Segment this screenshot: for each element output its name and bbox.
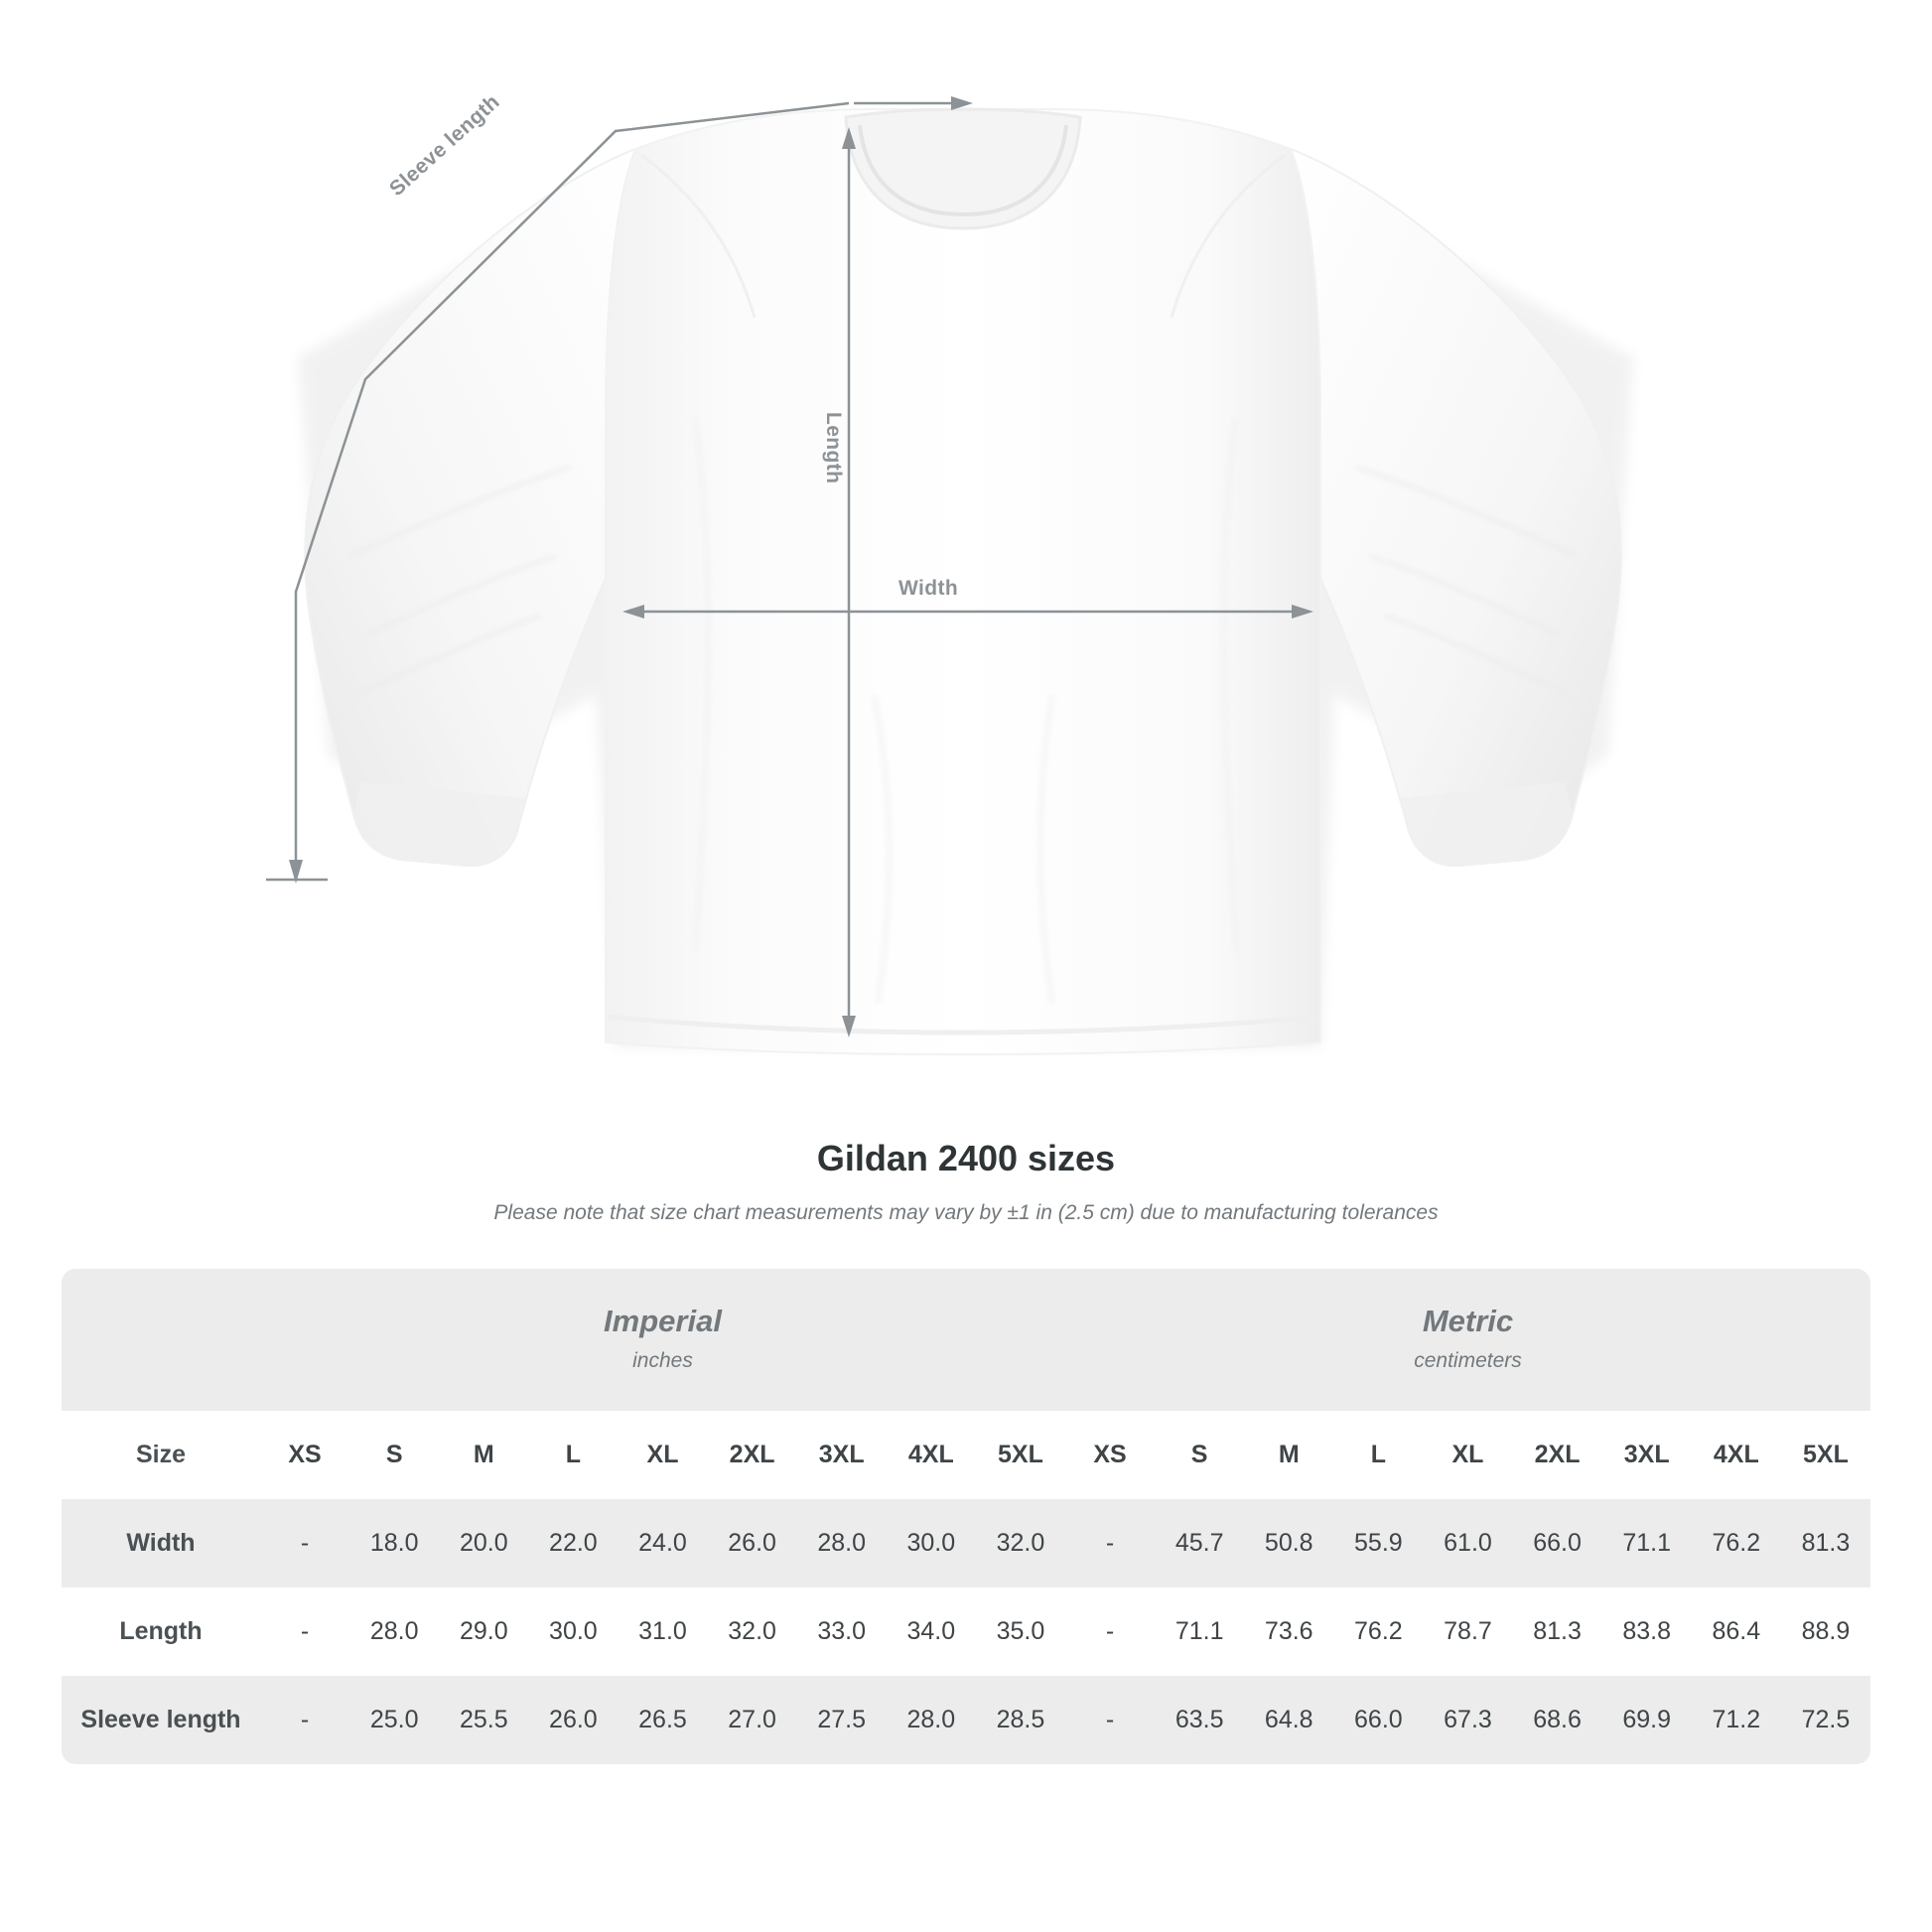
sleeve-l-cm: 66.0 bbox=[1333, 1676, 1423, 1764]
width-xs-in: - bbox=[260, 1499, 349, 1587]
header-size-15: 3XL bbox=[1602, 1411, 1692, 1499]
sleeve-xl-in: 26.5 bbox=[618, 1676, 707, 1764]
width-4xl-cm: 76.2 bbox=[1692, 1499, 1781, 1587]
table-row-sleeve-length bbox=[62, 1676, 1870, 1764]
sleeve-l-in: 26.0 bbox=[528, 1676, 618, 1764]
length-l-in: 30.0 bbox=[528, 1587, 618, 1676]
table-row-length bbox=[62, 1587, 1870, 1676]
width-3xl-cm: 71.1 bbox=[1602, 1499, 1692, 1587]
length-xs-in: - bbox=[260, 1587, 349, 1676]
sleeve-4xl-in: 28.0 bbox=[887, 1676, 976, 1764]
unit-group-imperial-sub: inches bbox=[632, 1348, 693, 1372]
length-5xl-cm: 88.9 bbox=[1781, 1587, 1870, 1676]
size-table bbox=[62, 1269, 1870, 1764]
sleeve-5xl-in: 28.5 bbox=[976, 1676, 1065, 1764]
length-m-in: 29.0 bbox=[439, 1587, 528, 1676]
width-label: Width bbox=[898, 577, 959, 600]
header-size-16: 4XL bbox=[1692, 1411, 1781, 1499]
width-2xl-in: 26.0 bbox=[708, 1499, 797, 1587]
size-table-wrapper bbox=[62, 1269, 1870, 1764]
left-sleeve bbox=[305, 149, 635, 866]
length-s-in: 28.0 bbox=[349, 1587, 439, 1676]
right-sleeve bbox=[1291, 149, 1621, 866]
length-4xl-in: 34.0 bbox=[887, 1587, 976, 1676]
sleeve-xs-cm: - bbox=[1065, 1676, 1155, 1764]
sleeve-m-cm: 64.8 bbox=[1244, 1676, 1333, 1764]
header-size-4: XL bbox=[618, 1411, 707, 1499]
width-2xl-cm: 66.0 bbox=[1513, 1499, 1602, 1587]
length-3xl-in: 33.0 bbox=[797, 1587, 887, 1676]
sleeve-s-cm: 63.5 bbox=[1155, 1676, 1244, 1764]
header-size-10: S bbox=[1155, 1411, 1244, 1499]
length-s-cm: 71.1 bbox=[1155, 1587, 1244, 1676]
row-label-sleeve-length: Sleeve length bbox=[62, 1676, 260, 1764]
unit-header-spacer bbox=[62, 1269, 260, 1411]
size-header-row bbox=[62, 1411, 1870, 1499]
sleeve-xs-in: - bbox=[260, 1676, 349, 1764]
width-xs-cm: - bbox=[1065, 1499, 1155, 1587]
header-size-5: 2XL bbox=[708, 1411, 797, 1499]
sleeve-xl-cm: 67.3 bbox=[1423, 1676, 1512, 1764]
width-5xl-in: 32.0 bbox=[976, 1499, 1065, 1587]
header-size-6: 3XL bbox=[797, 1411, 887, 1499]
length-l-cm: 76.2 bbox=[1333, 1587, 1423, 1676]
width-m-in: 20.0 bbox=[439, 1499, 528, 1587]
width-l-in: 22.0 bbox=[528, 1499, 618, 1587]
sleeve-m-in: 25.5 bbox=[439, 1676, 528, 1764]
sleeve-s-in: 25.0 bbox=[349, 1676, 439, 1764]
length-m-cm: 73.6 bbox=[1244, 1587, 1333, 1676]
row-label-length: Length bbox=[62, 1587, 260, 1676]
row-label-width: Width bbox=[62, 1499, 260, 1587]
length-2xl-in: 32.0 bbox=[708, 1587, 797, 1676]
length-3xl-cm: 83.8 bbox=[1602, 1587, 1692, 1676]
sleeve-3xl-in: 27.5 bbox=[797, 1676, 887, 1764]
width-s-in: 18.0 bbox=[349, 1499, 439, 1587]
width-s-cm: 45.7 bbox=[1155, 1499, 1244, 1587]
unit-group-imperial bbox=[260, 1269, 1065, 1411]
sleeve-2xl-in: 27.0 bbox=[708, 1676, 797, 1764]
unit-group-metric bbox=[1065, 1269, 1870, 1411]
width-xl-cm: 61.0 bbox=[1423, 1499, 1512, 1587]
sleeve-length-label: Sleeve length bbox=[385, 89, 504, 202]
unit-group-metric-name: Metric bbox=[1422, 1304, 1514, 1338]
page-title: Gildan 2400 sizes bbox=[816, 1138, 1116, 1178]
title-block bbox=[0, 1138, 1932, 1225]
sleeve-3xl-cm: 69.9 bbox=[1602, 1676, 1692, 1764]
length-xl-in: 31.0 bbox=[618, 1587, 707, 1676]
tolerance-note: Please note that size chart measurements may vary by ±1 in (2.5 cm) due to manufacturing tolerances bbox=[493, 1201, 1439, 1224]
length-2xl-cm: 81.3 bbox=[1513, 1587, 1602, 1676]
sleeve-4xl-cm: 71.2 bbox=[1692, 1676, 1781, 1764]
length-xl-cm: 78.7 bbox=[1423, 1587, 1512, 1676]
width-xl-in: 24.0 bbox=[618, 1499, 707, 1587]
sleeve-5xl-cm: 72.5 bbox=[1781, 1676, 1870, 1764]
width-m-cm: 50.8 bbox=[1244, 1499, 1333, 1587]
unit-group-imperial-name: Imperial bbox=[604, 1304, 722, 1338]
header-size-13: XL bbox=[1423, 1411, 1512, 1499]
length-4xl-cm: 86.4 bbox=[1692, 1587, 1781, 1676]
header-size-2: M bbox=[439, 1411, 528, 1499]
unit-group-metric-sub: centimeters bbox=[1414, 1348, 1522, 1372]
header-size-8: 5XL bbox=[976, 1411, 1065, 1499]
shirt-body bbox=[606, 109, 1320, 1054]
width-4xl-in: 30.0 bbox=[887, 1499, 976, 1587]
length-5xl-in: 35.0 bbox=[976, 1587, 1065, 1676]
width-3xl-in: 28.0 bbox=[797, 1499, 887, 1587]
header-size-3: L bbox=[528, 1411, 618, 1499]
width-l-cm: 55.9 bbox=[1333, 1499, 1423, 1587]
header-size-1: S bbox=[349, 1411, 439, 1499]
header-size-7: 4XL bbox=[887, 1411, 976, 1499]
header-size-0: XS bbox=[260, 1411, 349, 1499]
header-size-14: 2XL bbox=[1513, 1411, 1602, 1499]
header-size-11: M bbox=[1244, 1411, 1333, 1499]
header-size-12: L bbox=[1333, 1411, 1423, 1499]
header-size-17: 5XL bbox=[1781, 1411, 1870, 1499]
length-xs-cm: - bbox=[1065, 1587, 1155, 1676]
unit-header-row bbox=[62, 1269, 1870, 1411]
table-row-width bbox=[62, 1499, 1870, 1587]
width-5xl-cm: 81.3 bbox=[1781, 1499, 1870, 1587]
header-size-9: XS bbox=[1065, 1411, 1155, 1499]
length-label: Length bbox=[822, 412, 845, 484]
header-size-label: Size bbox=[62, 1411, 260, 1499]
sleeve-2xl-cm: 68.6 bbox=[1513, 1676, 1602, 1764]
